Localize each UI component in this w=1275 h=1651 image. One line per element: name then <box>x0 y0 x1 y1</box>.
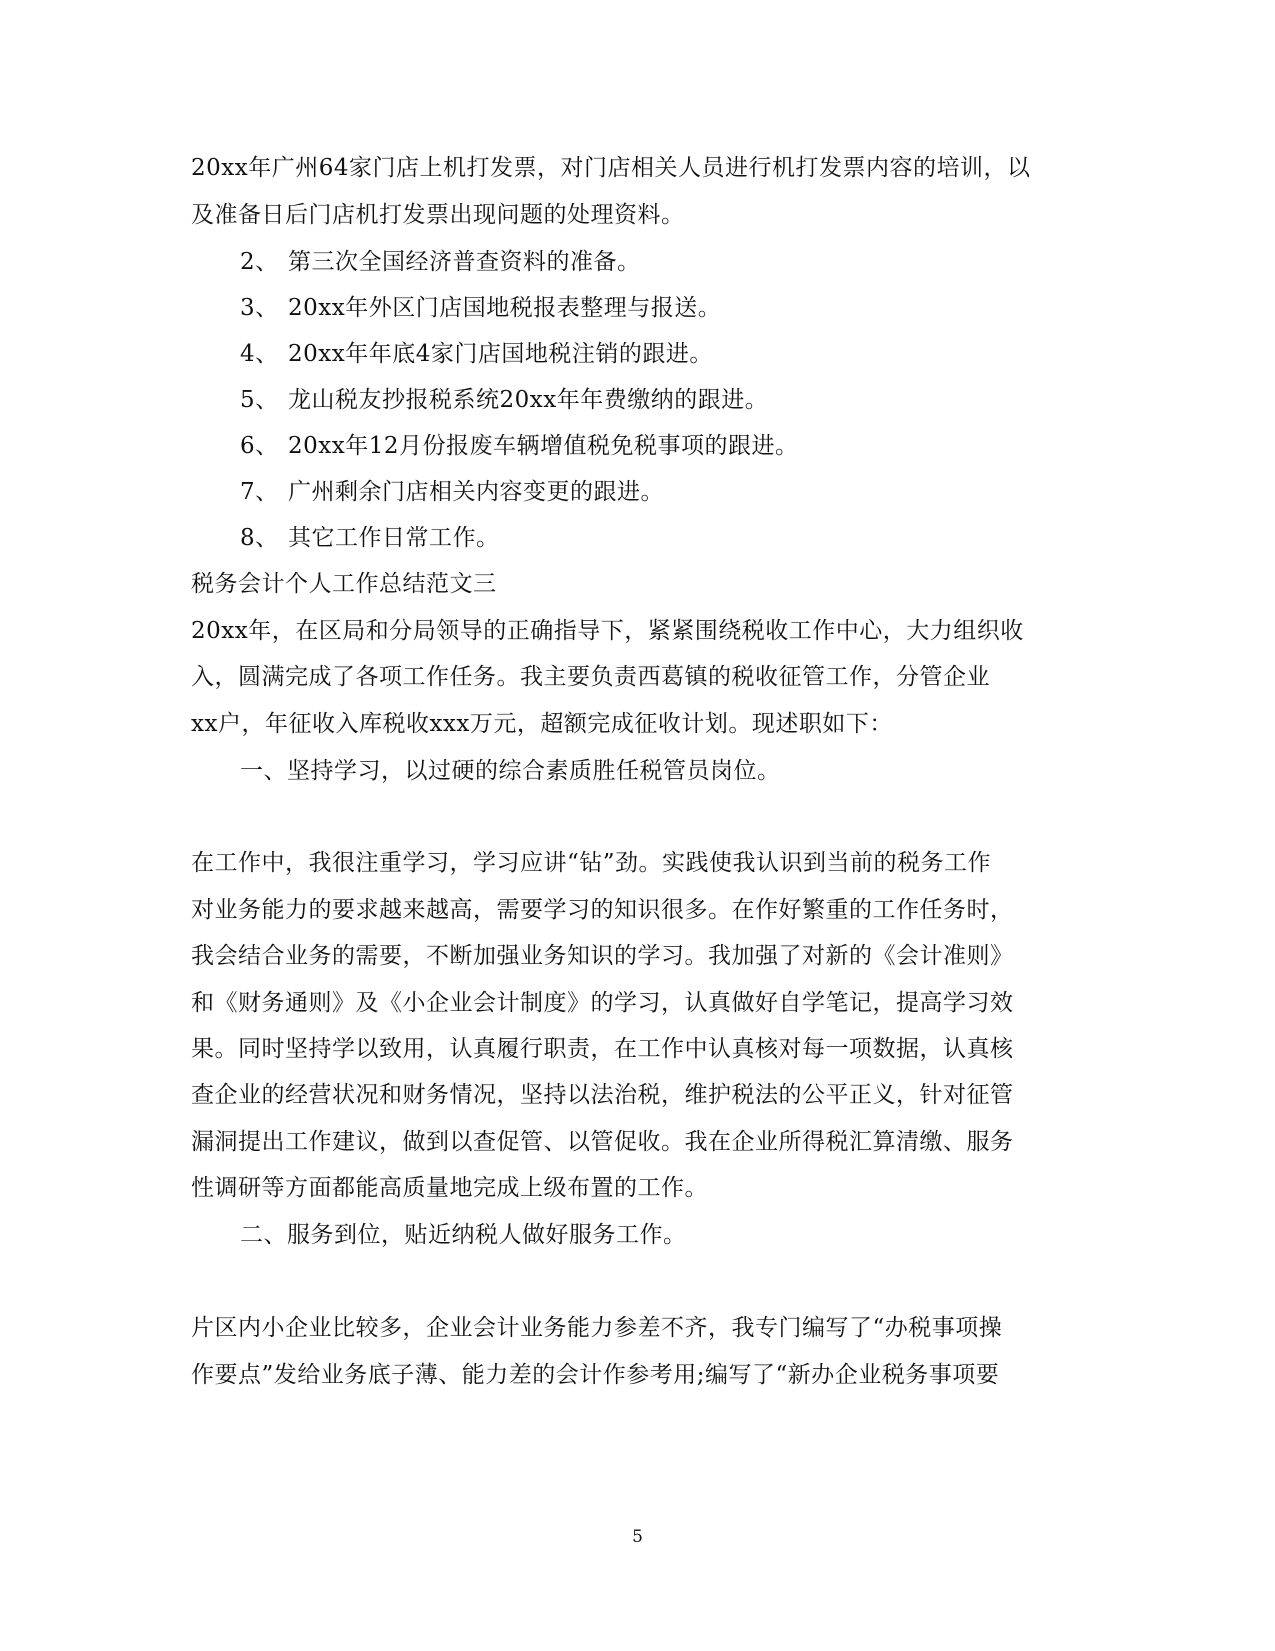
list-item <box>240 293 721 323</box>
list-item-number: 7、 <box>240 479 279 505</box>
para2-line-1: 在工作中，我很注重学习，学习应讲“钻”劲。实践使我认识到当前的税务工作 <box>191 850 992 876</box>
intro-line-2: 及准备日后门店机打发票出现问题的处理资料。 <box>191 202 685 228</box>
page-number: 5 <box>632 1527 643 1547</box>
intro-line-1: 20xx年广州64家门店上机打发票，对门店相关人员进行机打发票内容的培训，以 <box>191 155 1031 181</box>
list-item-number: 8、 <box>240 525 279 551</box>
para2-line-2: 对业务能力的要求越来越高，需要学习的知识很多。在作好繁重的工作任务时， <box>191 897 1014 923</box>
para2-line-3: 我会结合业务的需要，不断加强业务知识的学习。我加强了对新的《会计准则》 <box>191 943 1014 969</box>
para2-line-7: 漏洞提出工作建议，做到以查促管、以管促收。我在企业所得税汇算清缴、服务 <box>191 1129 1014 1155</box>
para1-line-3: xx户，年征收入库税收xxx万元，超额完成征收计划。现述职如下： <box>191 711 893 737</box>
list-item <box>240 385 768 415</box>
heading-2: 二、服务到位，贴近纳税人做好服务工作。 <box>240 1222 687 1248</box>
para2-line-8: 性调研等方面都能高质量地完成上级布置的工作。 <box>191 1175 708 1201</box>
para2-line-6: 查企业的经营状况和财务情况，坚持以法治税，维护税法的公平正义，针对征管 <box>191 1082 1014 1108</box>
list-item-text: 广州剩余门店相关内容变更的跟进。 <box>288 479 664 505</box>
para3-line-2: 作要点”发给业务底子薄、能力差的会计作参考用;编写了“新办企业税务事项要 <box>191 1362 1000 1388</box>
para3-line-1: 片区内小企业比较多，企业会计业务能力参差不齐，我专门编写了“办税事项操 <box>191 1315 1003 1341</box>
list-item <box>240 431 798 461</box>
list-item-number: 5、 <box>240 387 279 413</box>
list-item-text: 20xx年年底4家门店国地税注销的跟进。 <box>288 341 713 367</box>
list-item-number: 6、 <box>240 433 279 459</box>
list-item-number: 3、 <box>240 295 279 321</box>
list-item-text: 第三次全国经济普查资料的准备。 <box>288 249 641 275</box>
para1-line-2: 入，圆满完成了各项工作任务。我主要负责西葛镇的税收征管工作，分管企业 <box>191 664 990 690</box>
list-item-text: 龙山税友抄报税系统20xx年年费缴纳的跟进。 <box>288 387 769 413</box>
list-item-text: 20xx年外区门店国地税报表整理与报送。 <box>288 295 722 321</box>
para1-line-1: 20xx年，在区局和分局领导的正确指导下，紧紧围绕税收工作中心，大力组织收 <box>191 618 1024 644</box>
list-item-text: 20xx年12月份报废车辆增值税免税事项的跟进。 <box>288 433 799 459</box>
list-item <box>240 247 641 277</box>
heading-1: 一、坚持学习，以过硬的综合素质胜任税管员岗位。 <box>240 758 781 784</box>
section-title: 税务会计个人工作总结范文三 <box>191 571 497 597</box>
list-item-number: 4、 <box>240 341 279 367</box>
list-item <box>240 477 664 507</box>
list-item-number: 2、 <box>240 249 279 275</box>
list-item <box>240 523 500 553</box>
para2-line-4: 和《财务通则》及《小企业会计制度》的学习，认真做好自学笔记，提高学习效 <box>191 990 1014 1016</box>
list-item <box>240 339 713 369</box>
para2-line-5: 果。同时坚持学以致用，认真履行职责，在工作中认真核对每一项数据，认真核 <box>191 1036 1014 1062</box>
list-item-text: 其它工作日常工作。 <box>288 525 500 551</box>
